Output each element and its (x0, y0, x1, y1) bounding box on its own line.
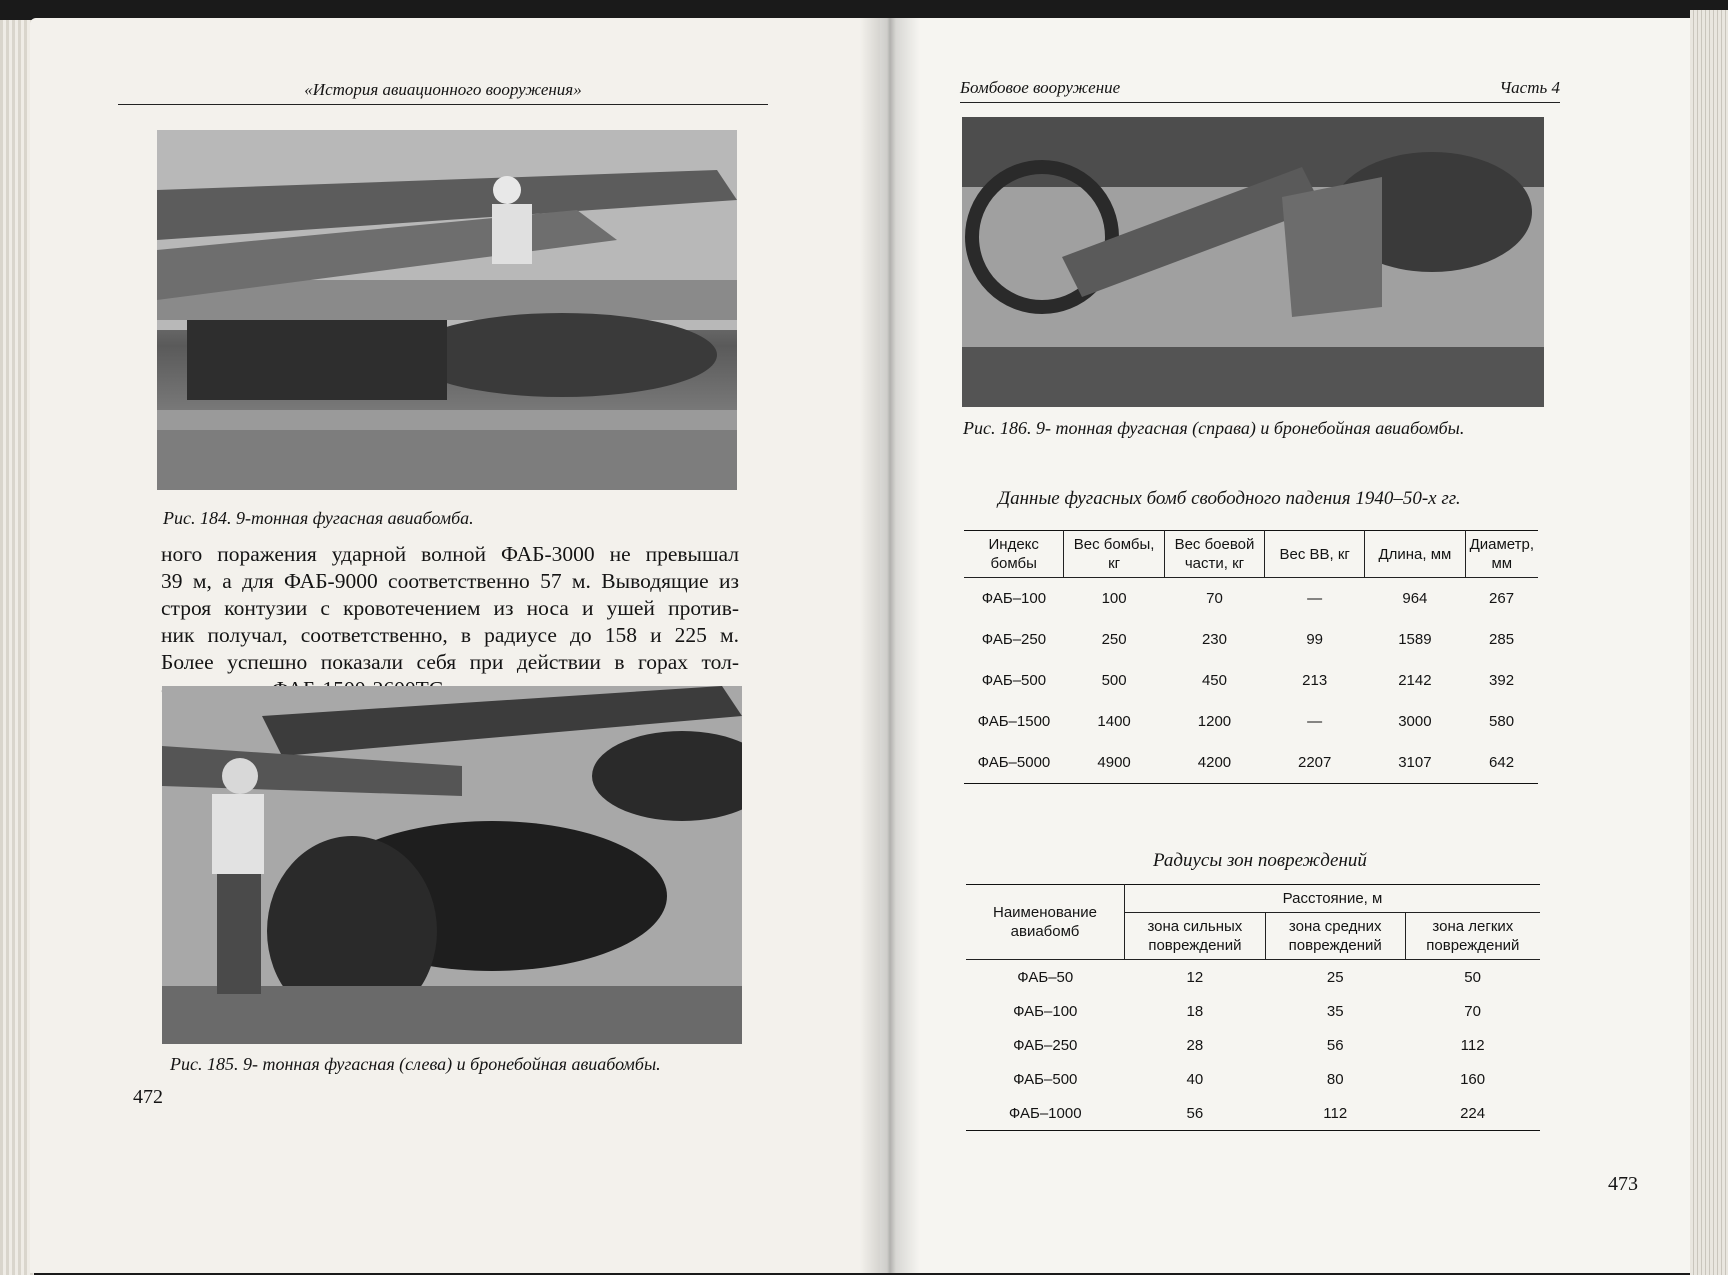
table-cell: 160 (1460, 1070, 1486, 1088)
damage-radius-table (966, 884, 1540, 1131)
fig186-bomb-illustration (962, 117, 1544, 407)
table-cell: 250 (1101, 631, 1127, 648)
table1-header: Вес боевой части, кг (1164, 531, 1264, 578)
table2-group-header: Расстояние, м (1125, 885, 1541, 913)
left-page-edges (0, 20, 34, 1275)
table-cell: 213 (1302, 672, 1328, 689)
table-cell: 70 (1464, 1002, 1481, 1020)
table-cell: 964 (1402, 590, 1428, 607)
body-line: строя контузии с кровотечением из носа и ушей против- (161, 596, 739, 620)
table-row (966, 1062, 1540, 1096)
table1-title: Данные фугасных бомб свободного падения 1940–50-х гг. (998, 488, 1461, 509)
table-cell: 99 (1306, 631, 1324, 648)
table-cell: 28 (1186, 1036, 1204, 1054)
table2-header: зона легких повреждений (1405, 913, 1540, 960)
table-cell: ФАБ–500 (981, 672, 1047, 689)
left-page (30, 18, 890, 1273)
table1-header: Индекс бомбы (964, 531, 1064, 578)
table-row (964, 742, 1538, 784)
right-running-head-right: Часть 4 (1499, 78, 1560, 97)
table-cell: ФАБ–5000 (964, 742, 1064, 784)
table2-name-header: Наименование авиабомб (966, 885, 1125, 960)
table-cell: 18 (1186, 1002, 1204, 1020)
table-row (964, 578, 1538, 620)
left-page-number: 472 (133, 1086, 163, 1108)
table-cell: 70 (1206, 590, 1223, 607)
fig186-photo (962, 117, 1544, 407)
table-cell: ФАБ–250 (1013, 1036, 1078, 1054)
table-cell: 285 (1489, 631, 1515, 648)
table-cell: 4200 (1164, 742, 1264, 784)
fig185-caption: Рис. 185. 9- тонная фугасная (слева) и бронебойная авиабомбы. (170, 1054, 661, 1074)
table-cell: 56 (1125, 1096, 1266, 1131)
table-row (966, 994, 1540, 1028)
table-row (964, 701, 1538, 742)
table-cell: 12 (1186, 968, 1204, 986)
left-running-head-text: «История авиационного вооружения» (304, 80, 582, 99)
table-cell: 2207 (1265, 742, 1365, 784)
table-cell: 580 (1489, 713, 1515, 730)
right-page (880, 18, 1698, 1273)
table-cell: 1200 (1197, 713, 1232, 730)
body-line: ник получал, соответственно, в радиусе до 158 и 225 м. (161, 623, 739, 647)
book-gutter-shadow (860, 18, 920, 1273)
table1-header: Диаметр, мм (1465, 531, 1538, 578)
table2-header: зона средних повреждений (1265, 913, 1405, 960)
bomb-specs-table (964, 530, 1538, 784)
right-running-head-left: Бомбовое вооружение (960, 78, 1121, 97)
table-cell: 112 (1460, 1036, 1485, 1054)
table-cell: 40 (1186, 1070, 1204, 1088)
fig185-photo (162, 686, 742, 1044)
table-cell: — (1307, 590, 1323, 607)
left-body-text (161, 541, 739, 703)
table2-header: зона сильных повреждений (1125, 913, 1266, 960)
table-cell: 1400 (1097, 713, 1131, 730)
fig185-bomb-illustration (162, 686, 742, 1044)
left-running-head (118, 80, 768, 105)
right-page-number: 473 (1608, 1173, 1638, 1195)
table-cell: — (1307, 713, 1323, 730)
table-cell: 3000 (1398, 713, 1432, 730)
table-cell: 35 (1326, 1002, 1344, 1020)
table-cell: ФАБ–250 (981, 631, 1047, 648)
fig184-bomb-illustration (157, 130, 737, 490)
table1-header: Длина, мм (1365, 531, 1465, 578)
table-cell: ФАБ–50 (1017, 968, 1074, 986)
table1-header: Вес бомбы, кг (1064, 531, 1164, 578)
table-cell: 4900 (1064, 742, 1164, 784)
right-page-edges (1690, 10, 1728, 1275)
fig184-photo (157, 130, 737, 490)
table-cell: 230 (1201, 631, 1227, 648)
table-cell: 100 (1101, 590, 1127, 607)
table-cell: 3107 (1365, 742, 1465, 784)
table-cell: ФАБ–500 (1013, 1070, 1078, 1088)
table-cell: 392 (1489, 672, 1515, 689)
right-running-head (960, 78, 1560, 103)
table-row (964, 619, 1538, 660)
table-cell: 267 (1489, 590, 1515, 607)
table-cell: 450 (1201, 672, 1227, 689)
table-cell: 224 (1405, 1096, 1540, 1131)
table-row (966, 1096, 1540, 1131)
table1-header: Вес ВВ, кг (1265, 531, 1365, 578)
table-cell: 642 (1465, 742, 1538, 784)
fig184-caption: Рис. 184. 9-тонная фугасная авиабомба. (163, 508, 474, 528)
table-cell: 2142 (1398, 672, 1432, 689)
table-cell: ФАБ–1000 (966, 1096, 1125, 1131)
fig186-caption: Рис. 186. 9- тонная фугасная (справа) и бронебойная авиабомбы. (963, 418, 1465, 438)
table-cell: ФАБ–100 (981, 590, 1047, 607)
table-cell: 50 (1464, 968, 1481, 986)
table-cell: 500 (1101, 672, 1127, 689)
table-row (966, 1028, 1540, 1062)
table-row (964, 660, 1538, 701)
table-cell: 112 (1265, 1096, 1405, 1131)
body-line: Более успешно показали себя при действии в горах тол- (161, 650, 739, 674)
table-cell: 25 (1326, 968, 1344, 986)
table2-title: Радиусы зон повреждений (1153, 850, 1367, 871)
table-cell: ФАБ–1500 (977, 713, 1051, 730)
table-cell: 56 (1326, 1036, 1344, 1054)
body-line: 39 м, а для ФАБ-9000 соответственно 57 м. Выводящие из (161, 569, 739, 593)
table-cell: 80 (1326, 1070, 1344, 1088)
table-cell: ФАБ–100 (1013, 1002, 1078, 1020)
table-row (966, 960, 1540, 995)
table-cell: 1589 (1398, 631, 1432, 648)
body-line: ного поражения ударной волной ФАБ-3000 не превышал (161, 542, 739, 566)
